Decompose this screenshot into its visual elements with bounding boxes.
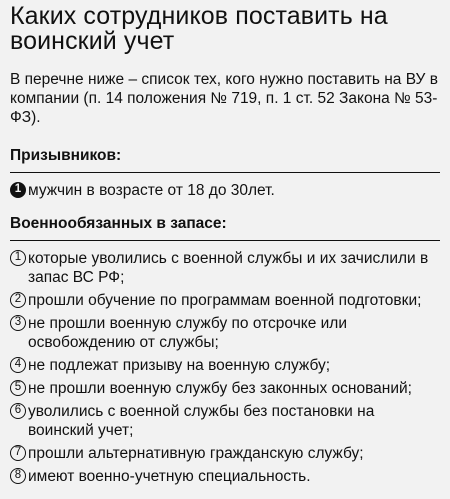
list-item (10, 444, 440, 463)
list-item-text: не прошли военную службу без законных оснований; (28, 380, 412, 397)
circle-number-icon: 7 (10, 445, 26, 461)
circle-number-icon: 4 (10, 357, 26, 373)
list-item (10, 402, 440, 440)
list-item-text: прошли обучение по программам военной подготовки; (28, 292, 422, 309)
list-item-text: которые уволились с военной службы и их зачислили в запас ВС РФ; (28, 250, 429, 286)
intro-paragraph: В перечне ниже – список тех, кого нужно поставить на ВУ в компании (п. 14 положения № 719, п. 1 ст. 52 Закона № 53-ФЗ). (10, 71, 438, 126)
list-item (10, 181, 440, 200)
list-item (10, 356, 440, 375)
list-item-text: прошли альтернативную гражданскую службу; (28, 445, 364, 462)
list-item-text: не подлежат призыву на военную службу; (28, 357, 331, 374)
circle-number-icon: 8 (10, 468, 26, 484)
section-divider (10, 172, 440, 173)
circle-number-icon: 3 (10, 315, 26, 331)
list-item (10, 467, 440, 486)
circle-number-icon: 5 (10, 380, 26, 396)
list-item-text: имеют военно-учетную специальность. (28, 468, 311, 485)
list-item (10, 314, 440, 352)
list-item (10, 291, 440, 310)
list-item (10, 249, 440, 287)
page-title: Каких сотрудников поставить на воинский учет (10, 2, 388, 55)
circle-number-icon: 6 (10, 403, 26, 419)
section-heading-reservists: Военнообязанных в запасе: (10, 215, 227, 232)
circle-number-icon: 2 (10, 292, 26, 308)
section-heading-conscripts: Призывников: (10, 147, 122, 164)
list-item (10, 379, 440, 398)
filled-circle-number-icon: 1 (10, 182, 26, 198)
list-item-text: уволились с военной службы без постановки на воинский учет; (28, 403, 375, 439)
circle-number-icon: 1 (10, 250, 26, 266)
section-divider (10, 240, 440, 241)
list-item-text: не прошли военную службу по отсрочке или освобождению от службы; (28, 315, 348, 351)
list-item-text: мужчин в возрасте от 18 до 30лет. (28, 182, 275, 199)
